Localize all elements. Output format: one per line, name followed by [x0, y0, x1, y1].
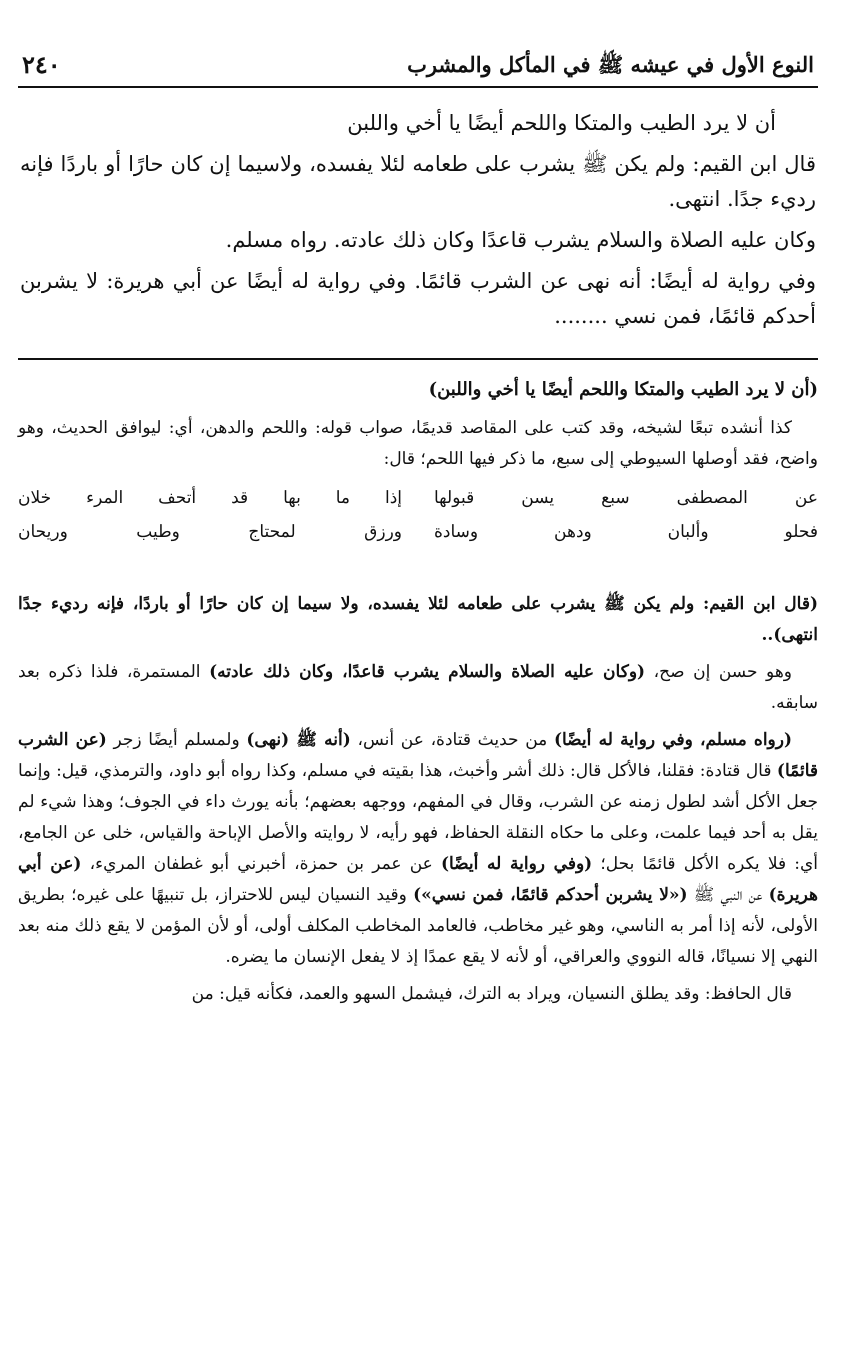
- poem-hemistich-first: عن المصطفى سبع يسن قبولها: [434, 488, 818, 508]
- commentary-paragraph-2: [18, 657, 818, 719]
- poem-line: [18, 515, 818, 549]
- poem-line: [18, 481, 818, 515]
- text-span: عن النبي ﷺ: [687, 885, 769, 905]
- running-title: النوع الأول في عيشه ﷺ في المأكل والمشرب: [407, 52, 814, 77]
- quoted-matn: (أنه ﷺ (نهى): [246, 730, 351, 750]
- page-header: [18, 50, 818, 88]
- poem: [18, 481, 818, 549]
- matn-verse-line: أن لا يرد الطيب والمتكا واللحم أيضًا يا أخي واللبن: [347, 111, 776, 135]
- commentary-paragraph-1: كذا أنشده تبعًا لشيخه، وقد كتب على المقاصد قديمًا، صواب قوله: واللحم والدهن، أي: ليوافق الحديث، وهو واضح، فقد أوصلها السيوطي إلى سبع، ما ذكر فيها اللحم؛ قال:: [18, 418, 818, 469]
- text-span: وهو حسن إن صح،: [645, 662, 793, 682]
- poem-hemistich-first: فحلو وألبان ودهن وسادة: [434, 522, 818, 542]
- text-span: قال قتادة: فقلنا، فالأكل قال: ذلك أشر وأخبث، هذا بقيته في مسلم، وكذا رواه أبو داود، والترمذي، قيل: وإنما جعل الأكل أشد لطول زمنه عن الشرب، وقال في المفهم، ووجهه بعضهم؛ بأنه يورث داء في الجوف؛ وهذا شيء لم يقل به أحد فيما علمت، وعلى ما حكاه النقلة الحفاظ، فهو رأيه، لا روايته والأصل الإباحة والقياس، خلى عن الجامع، أي: فلا يكره الأكل قائمًا بحل؛: [18, 761, 819, 874]
- text-span: من حديث قتادة، عن أنس،: [350, 730, 554, 750]
- quoted-matn: (عن أبي هريرة): [18, 854, 818, 905]
- poem-hemistich-second: ورزق لمحتاج وطيب وريحان: [18, 522, 402, 542]
- commentary-paragraph-4: قال الحافظ: وقد يطلق النسيان، ويراد به الترك، فيشمل السهو والعمد، فكأنه قيل: من: [191, 984, 792, 1004]
- commentary-verse-quote: (أن لا يرد الطيب والمتكا واللحم أيضًا يا أخي واللبن): [428, 379, 818, 400]
- commentary-paragraph-3: [18, 725, 818, 973]
- text-span: المستمرة، فلذا ذكره بعد سابقه.: [18, 662, 818, 713]
- quoted-matn: (عن الشرب قائمًا): [18, 730, 818, 781]
- matn-paragraph-riwaya: وفي رواية له أيضًا: أنه نهى عن الشرب قائمًا. وفي رواية له أيضًا عن أبي هريرة: لا يشربن أحدكم قائمًا، فمن نسي ........: [20, 269, 816, 328]
- text-span: عن عمر بن حمزة، أخبرني أبو غطفان المريء،: [81, 854, 441, 874]
- book-page: [18, 50, 818, 1016]
- quoted-matn: (رواه مسلم، وفي رواية له أيضًا): [553, 730, 792, 750]
- page-number: ٢٤٠: [22, 50, 61, 79]
- commentary-quote-ibn-alqayyim: (قال ابن القيم: ولم يكن ﷺ يشرب على طعامه لئلا يفسده، ولا سيما إن كان حارًا أو باردًا، فإنه رديء جدًا انتهى)..: [18, 594, 818, 645]
- text-span: وقيد النسيان ليس للاحتراز، بل تنبيهًا على غيره؛ بطريق الأولى، لأنه إذا أمر به الناسي، وهو غير مخاطب، فالعامد المخاطب المكلف أولى، أو لأن المؤمن لا يقع ذلك منه بعد النهي إلا نسيانًا، قاله النووي والعراقي، أو لأنه لا يقع عمدًا إذ لا يفعل الإنسان ما يضره.: [18, 885, 818, 967]
- quoted-matn: (وفي رواية له أيضًا): [440, 854, 593, 874]
- commentary: [18, 374, 818, 1010]
- main-text: [18, 88, 818, 348]
- poem-hemistich-second: إذا ما بها قد أتحف المرء خلان: [18, 488, 402, 508]
- quoted-matn: («لا يشربن أحدكم قائمًا، فمن نسي»): [413, 885, 688, 905]
- text-span: ولمسلم أيضًا زجر: [106, 730, 247, 750]
- quoted-matn: (وكان عليه الصلاة والسلام يشرب قاعدًا، وكان ذلك عادته): [209, 662, 646, 682]
- matn-paragraph-sitting: وكان عليه الصلاة والسلام يشرب قاعدًا وكان ذلك عادته. رواه مسلم.: [225, 228, 816, 252]
- matn-paragraph-ibn-alqayyim: قال ابن القيم: ولم يكن ﷺ يشرب على طعامه لئلا يفسده، ولاسيما إن كان حارًا أو باردًا فإنه رديء جدًا. انتهى.: [20, 152, 816, 211]
- section-divider: [18, 358, 818, 360]
